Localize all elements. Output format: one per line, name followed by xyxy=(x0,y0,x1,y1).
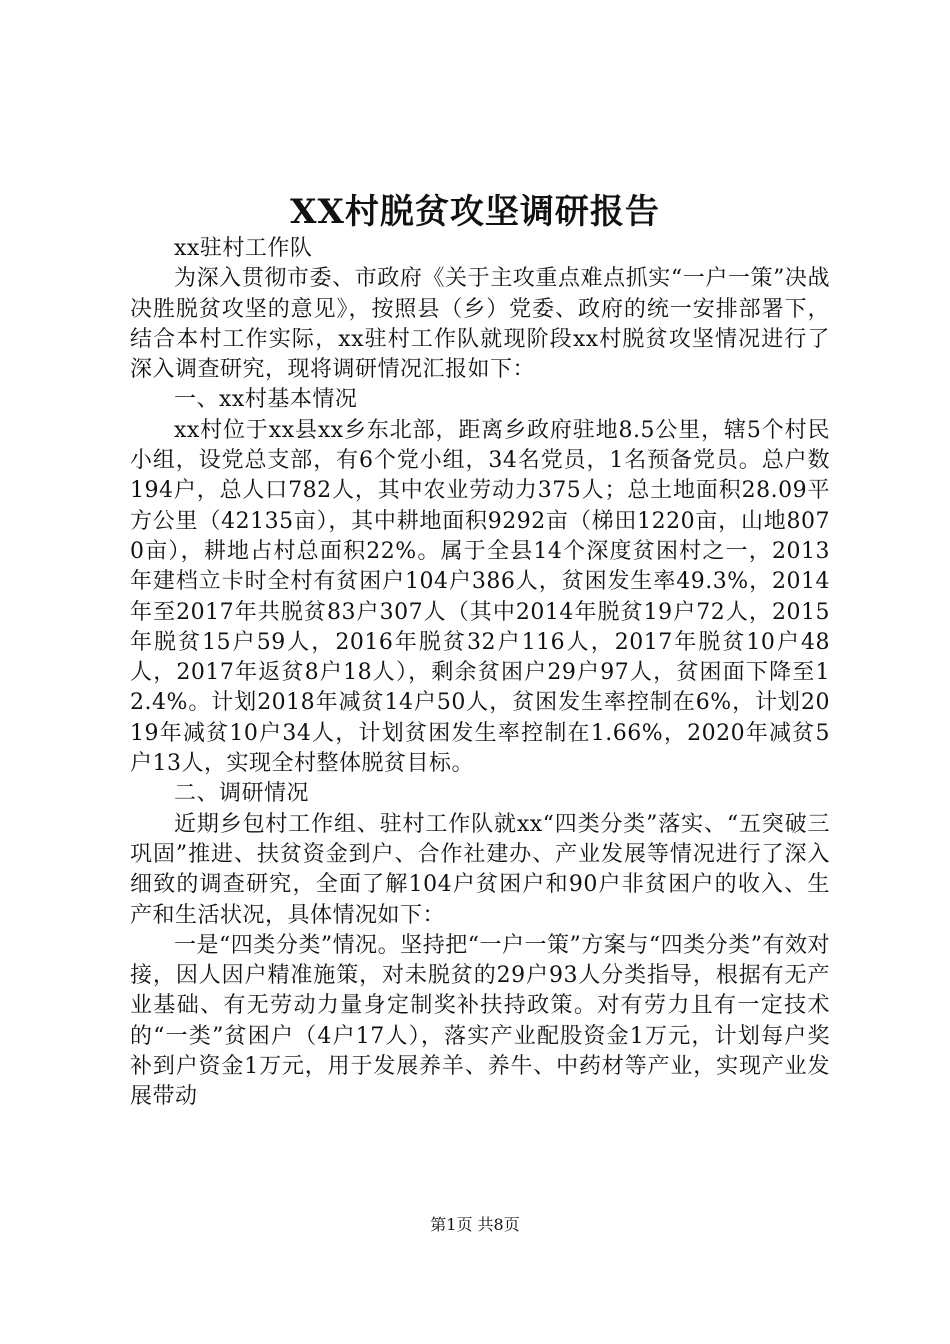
intro-paragraph: 为深入贯彻市委、市政府《关于主攻重点难点抓实“一户一策”决战决胜脱贫攻坚的意见》，按照县（乡）党委、政府的统一安排部署下，结合本村工作实际，xx驻村工作队就现阶段xx村脱贫攻坚情况进行了深入调查研究，现将调研情况汇报如下： xyxy=(130,266,830,383)
page-number: 第1页 共8页 xyxy=(430,1215,520,1234)
classification-paragraph: 一是“四类分类”情况。坚持把“一户一策”方案与“四类分类”有效对接，因人因户精准施策，对未脱贫的29户93人分类指导，根据有无产业基础、有无劳动力量身定制奖补扶持政策。对有劳力且有一定技术的“一类”贫困户（4户17人），落实产业配股资金1万元，计划每户奖补到户资金1万元，用于发展养羊、养牛、中药材等产业，实现产业发展带动 xyxy=(130,932,830,1110)
author-line: xx驻村工作队 xyxy=(174,236,313,261)
section-heading-research: 二、调研情况 xyxy=(174,781,310,807)
basic-info-paragraph: xx村位于xx县xx乡东北部，距离乡政府驻地8.5公里，辖5个村民小组，设党总支部，有6个党小组，34名党员，1名预备党员。总户数194户，总人口782人，其中农业劳动力375人；总土地面积28.09平方公里（42135亩），其中耕地面积9292亩（梯田1220亩，山地8070亩），耕地占村总面积22%。属于全县14个深度贫困村之一，2013年建档立卡时全村有贫困户104户386人，贫困发生率49.3%，2014年至2017年共脱贫83户307人（其中2014年脱贫19户72人，2015年脱贫15户59人，2016年脱贫32户116人，2017年脱贫10户48人，2017年返贫8户18人），剩余贫困户29户97人，贫困面下降至12.4%。计划2018年减贫14户50人，贫困发生率控制在6%，计划2019年减贫10户34人，计划贫困发生率控制在1.66%，2020年减贫5户13人，实现全村整体脱贫目标。 xyxy=(130,417,830,777)
research-paragraph: 近期乡包村工作组、驻村工作队就xx“四类分类”落实、“五突破三巩固”推进、扶贫资金到户、合作社建办、产业发展等情况进行了深入细致的调查研究，全面了解104户贫困户和90户非贫困户的收入、生产和生活状况，具体情况如下： xyxy=(130,811,830,928)
document-body xyxy=(130,234,830,1113)
section-heading-basic-info: 一、xx村基本情况 xyxy=(174,387,358,413)
document-title: XX村脱贫攻坚调研报告 xyxy=(290,192,660,232)
